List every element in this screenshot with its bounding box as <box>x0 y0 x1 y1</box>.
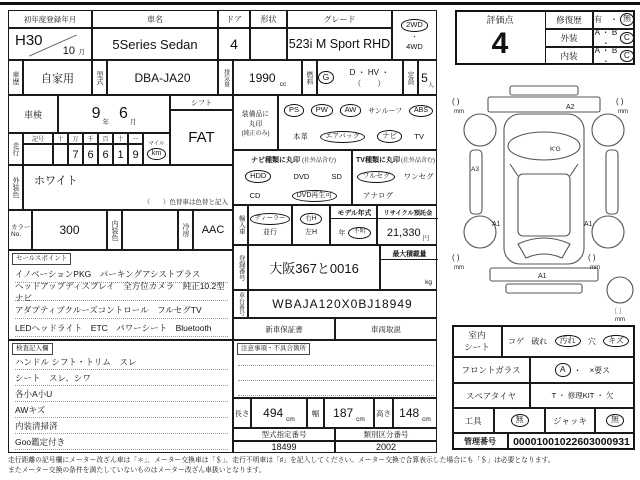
mileage-unit-cell <box>143 133 170 165</box>
height-unit: cm <box>422 416 431 423</box>
equipment-label-2: 丸印 <box>248 121 263 128</box>
damage-mark-a1-right: A1 <box>584 221 593 228</box>
import-left-handle: 左H <box>304 229 318 236</box>
shift-value: FAT <box>170 110 233 165</box>
shift-label: シフト <box>170 95 233 110</box>
rocker-panel-left <box>470 150 482 214</box>
chassis-value: WBAJA120X0BJ18949 <box>248 290 437 318</box>
car-name-header: 車名 <box>92 10 218 28</box>
drive-2wd-circled: 2WD <box>401 19 428 31</box>
tv-type-row-2 <box>363 186 438 205</box>
wheel-rear-left <box>464 114 496 146</box>
tv-fullseg-circled: フルセグ <box>357 171 395 183</box>
fuel-cell <box>317 60 403 95</box>
recycle-label: リサイクル預託金 <box>378 206 438 219</box>
type-number-label: 型式指定番号 <box>233 428 335 441</box>
caution-label: 注意事項・不具合箇所 <box>237 343 310 355</box>
max-load-label: 最大積載量 <box>381 246 438 260</box>
first-reg-month: 10 <box>62 45 75 57</box>
front-bumper-lower <box>506 284 582 293</box>
displacement-label: 排気量 <box>218 60 233 95</box>
recycle-cell <box>377 205 437 245</box>
equipment-items-cell <box>278 95 437 150</box>
navi-type-note: (社外品含む) <box>302 158 336 164</box>
navi-type-row-1 <box>234 167 353 186</box>
width-value: 187 <box>333 406 354 420</box>
tv-type-cell <box>352 150 437 205</box>
mgmt-number-label: 管理番号 <box>452 433 508 450</box>
width-label: 幅 <box>307 398 324 428</box>
exterior-color-value: ホワイト <box>34 175 78 187</box>
model-year-unit: 年 <box>338 229 346 237</box>
tv-type-row-1 <box>353 167 438 186</box>
equipment-aw-circled: AW <box>340 104 362 116</box>
seat-label-cell <box>452 325 502 357</box>
exterior-grade-label: 外装 <box>545 29 593 47</box>
displacement-cell <box>233 60 302 95</box>
damage-diagram <box>448 84 640 322</box>
navi-type-row-2 <box>234 186 353 205</box>
navi-sd: SD <box>331 172 342 181</box>
mileage-digit-symbol <box>23 144 53 165</box>
interior-grade-c-circled: C <box>620 50 634 63</box>
glass-damage-mark: K'G <box>550 146 561 153</box>
wheel-rear-right <box>592 114 624 146</box>
mileage-digit-6: 9 <box>128 144 143 165</box>
first-reg-cell <box>8 28 92 60</box>
mileage-col-symbol: 記号 <box>23 133 53 144</box>
import-dealer-cell <box>248 205 292 245</box>
tread-unit-fl: mm <box>454 265 464 271</box>
repair-no-circled: 無 <box>620 13 634 26</box>
fine-print-line-2: またメーター交換の条件を満たしていないものはメーター改ざん車扱いとなります。 <box>8 467 266 474</box>
check-note-line: 内装清掃済 <box>15 418 228 434</box>
inspection-month: 6 <box>119 105 128 122</box>
windshield <box>518 238 570 258</box>
registration-value: 大阪367と0016 <box>248 245 380 290</box>
interior-color-label: 内装色 <box>107 210 122 250</box>
damage-mark-a1-left: A1 <box>492 221 501 228</box>
interior-grade-value <box>593 47 635 65</box>
height-cell <box>393 398 437 428</box>
sales-point-line: イノベーションPKG パーキングアシストプラス <box>15 265 228 283</box>
model-year-label: モデル年式 <box>331 206 378 219</box>
tv-analog: アナログ <box>363 191 393 200</box>
mileage-mile-label: マイル <box>148 140 165 147</box>
car-body-outline <box>504 114 584 264</box>
seat-value-cell <box>502 325 635 357</box>
model-year-cell <box>330 205 377 245</box>
equipment-label-note: (純正のみ) <box>241 131 270 137</box>
inspection-month-unit: 月 <box>129 119 137 126</box>
ac-label: 冷房 <box>178 210 193 250</box>
recycle-value-wrap <box>378 219 438 246</box>
tread-unit-rl: mm <box>454 109 464 115</box>
seat-label-1: 室内 <box>468 330 486 340</box>
front-glass-a-circled: A <box>555 363 571 376</box>
tread-mark-rr: ( ) <box>616 97 624 106</box>
damage-mark-a1-front: A1 <box>538 273 547 280</box>
recycle-value: 21,330 <box>386 226 421 239</box>
inspection-label: 車検 <box>8 95 58 133</box>
fuel-gasoline-circled: G <box>318 71 334 84</box>
first-reg-header: 初年度登録年月 <box>8 10 92 28</box>
navi-type-label: ナビ種類に丸印 <box>251 156 300 164</box>
check-note-line: AWキズ <box>15 402 228 418</box>
tools-value <box>494 408 545 433</box>
mileage-col-man: 万 <box>68 133 83 144</box>
length-value: 494 <box>263 406 284 420</box>
mileage-digit-3: 6 <box>83 144 98 165</box>
model-year-unknown-circled: 不明 <box>348 227 370 239</box>
navi-dvd-play-circled: DVD再生可 <box>292 190 338 202</box>
tread-mark-rl: ( ) <box>452 97 460 106</box>
exterior-color-cell <box>23 165 233 210</box>
mileage-col-ju: 十 <box>113 133 128 144</box>
model-year-value <box>331 219 378 246</box>
mileage-digit-5: 1 <box>113 144 128 165</box>
capacity-value: 5 <box>421 70 428 85</box>
fine-print-line-1: 走行距離の記号欄にメーター改ざん車は「＊」、メーター交換車は「＄」、走行不明車は「♯」を記入してください。メーター交換で合算表示した場合にも「＄」は必要となります。 <box>8 457 555 464</box>
sales-points-label: セールスポイント <box>12 253 71 265</box>
sales-point-line: アダプティブクルーズコントロール フルセグTV <box>15 301 228 319</box>
caution-line <box>238 380 434 381</box>
history-label: 車歴 <box>8 60 23 95</box>
caution-line <box>238 365 434 366</box>
front-glass-options: ・ ×要ス <box>573 365 611 375</box>
caution-line <box>238 395 434 396</box>
capacity-cell <box>418 60 437 95</box>
color-no-label <box>8 210 32 250</box>
equipment-ps-circled: PS <box>284 104 304 116</box>
repair-yes-option: 有 ・ <box>594 15 618 24</box>
inspection-year-unit: 年 <box>102 119 109 126</box>
tools-label: 工具 <box>452 408 494 433</box>
grade-header: グレード <box>287 10 392 28</box>
check-note-line: 各小A小U <box>15 386 228 402</box>
seat-yogore-circled: 汚れ <box>555 335 581 348</box>
seat-koge: コゲ <box>508 336 524 346</box>
drive-separator: ・ <box>411 33 418 41</box>
displacement-unit: cc <box>279 81 287 88</box>
sales-point-line: ヘッドアップディスプレイ 全方位カメラ 純正10.2型ナビ <box>15 283 228 301</box>
mileage-col-10man: 十 <box>53 133 68 144</box>
capacity-label: 定員 <box>403 60 418 95</box>
import-label: 輸入車 <box>233 205 248 245</box>
spare-tread-unit: mm <box>615 317 625 322</box>
check-note-line: Goo鑑定付き <box>15 434 228 450</box>
tv-type-label: TV種類に丸印 <box>356 156 400 164</box>
max-load-cell <box>380 245 437 290</box>
model-code-value: DBA-JA20 <box>107 60 218 95</box>
color-no-value: 300 <box>32 210 107 250</box>
spare-tread-bracket: 〔 〕 <box>610 308 626 315</box>
seat-yabure: 破れ <box>531 336 548 346</box>
grade-value: 523i M Sport RHD <box>287 28 392 60</box>
rear-glass <box>508 132 580 160</box>
jack-label: ジャッキ <box>545 408 595 433</box>
mileage-digit-1 <box>53 144 68 165</box>
tread-unit-rr: mm <box>618 109 628 115</box>
car-top-view-svg <box>448 84 640 322</box>
equipment-tv: TV <box>414 132 424 141</box>
tv-type-header <box>353 153 438 166</box>
type-number-value: 18499 <box>233 441 335 453</box>
registration-label: 登録番号 <box>233 245 248 290</box>
damage-mark-a3: A3 <box>471 166 479 173</box>
score-label: 評価点 <box>486 14 514 25</box>
caution-box <box>233 340 437 398</box>
mileage-digit-4: 6 <box>98 144 113 165</box>
equipment-label-1: 装備品に <box>241 111 270 118</box>
mileage-col-sen: 千 <box>83 133 98 144</box>
fuel-other-options: D ・ HV ・ （ ） <box>349 67 390 88</box>
tread-unit-fr: mm <box>590 265 600 271</box>
top-rule <box>0 2 640 5</box>
drive-type-cell <box>392 10 437 60</box>
warranty-cell: 新車保証書 <box>233 318 335 340</box>
exterior-color-label: 外装色 <box>8 165 23 210</box>
jack-none-circled: 無 <box>606 414 624 427</box>
check-note-line: ハンドル シフト・トリム スレ <box>15 354 228 370</box>
class-number-value: 2002 <box>335 441 437 453</box>
width-cell <box>324 398 374 428</box>
mileage-digit-2: 7 <box>68 144 83 165</box>
check-notes-box <box>8 340 233 453</box>
import-parallel: 並行 <box>263 229 277 236</box>
length-unit: cm <box>286 416 295 423</box>
door-header: ドア <box>218 10 250 28</box>
inspection-year: 9 <box>91 105 101 122</box>
first-reg-month-unit: 月 <box>78 49 85 56</box>
tread-mark-fl: ( ) <box>452 253 460 262</box>
tread-mark-fr: ( ) <box>588 253 596 262</box>
max-load-unit: kg <box>425 279 432 286</box>
first-reg-year: H30 <box>15 32 43 49</box>
class-number-label: 類別区分番号 <box>335 428 437 441</box>
wheel-front-right <box>592 216 624 248</box>
front-glass-value <box>530 357 635 383</box>
equipment-airbag-circled: エアバック <box>320 131 364 143</box>
front-glass-label: フロントガラス <box>452 357 530 383</box>
seat-ana: 穴 <box>587 336 596 346</box>
interior-grade-label: 内装 <box>545 47 593 65</box>
navi-type-cell <box>233 150 352 205</box>
equipment-sunroof: サンルーフ <box>368 107 403 115</box>
sales-point-line: LEDヘッドライト ETC パワーシート Bluetooth <box>15 319 228 337</box>
navi-dvd: DVD <box>293 172 310 181</box>
equipment-row-2 <box>279 124 438 149</box>
rear-bumper-upper <box>510 86 578 95</box>
sales-points-box <box>8 250 233 340</box>
height-value: 148 <box>399 406 420 420</box>
import-dealer-circled: ディーラー <box>250 213 290 225</box>
exterior-grade-options: A ・ B ・ <box>594 28 618 48</box>
door-value: 4 <box>218 28 250 60</box>
spare-tire-value: T ・ 修理KIT ・ 欠 <box>530 383 635 408</box>
equipment-navi-circled: ナビ <box>377 130 402 142</box>
mileage-label: 走行 <box>8 133 23 165</box>
mileage-km-circled: km <box>147 148 166 160</box>
car-name-value: 5Series Sedan <box>92 28 218 60</box>
interior-color-value <box>122 210 178 250</box>
repair-history-label: 修復歴 <box>545 10 593 29</box>
drive-4wd: 4WD <box>406 41 423 51</box>
navi-cd: CD <box>249 191 261 200</box>
rocker-panel-right <box>606 150 618 214</box>
history-value: 自家用 <box>23 60 92 95</box>
equipment-pw-circled: PW <box>311 104 333 116</box>
tv-type-note: (社外品含む) <box>400 158 435 164</box>
seat-label-2: シート <box>464 342 490 352</box>
exterior-grade-c-circled: C <box>620 32 634 45</box>
equipment-leather: 本革 <box>293 132 308 141</box>
navi-type-header <box>234 153 353 166</box>
navi-hdd-circled: HDD <box>245 170 271 182</box>
equipment-row-1 <box>279 98 438 123</box>
color-no-label-2: No. <box>11 231 22 238</box>
spare-tire <box>607 277 633 303</box>
exterior-color-note: （ ）色替車は色替と記入 <box>143 199 228 206</box>
jack-value <box>595 408 635 433</box>
mgmt-number-value: 00001001022603000931 <box>508 433 635 450</box>
score-value: 4 <box>491 26 509 60</box>
displacement-value: 1990 <box>248 70 276 85</box>
check-note-line: シート スレ、シワ <box>15 370 228 386</box>
mileage-col-hyaku: 百 <box>98 133 113 144</box>
tv-oneseg: ワンセグ <box>403 172 434 181</box>
recycle-yen: 円 <box>422 235 430 242</box>
import-handle-cell <box>292 205 330 245</box>
length-label: 長さ <box>233 398 251 428</box>
shape-value <box>250 28 287 60</box>
interior-grade-options: A ・ B ・ <box>594 46 618 66</box>
manual-cell: 車両取説 <box>335 318 437 340</box>
import-right-handle-circled: 右H <box>300 213 321 225</box>
shape-header: 形状 <box>250 10 287 28</box>
color-no-label-1: カラー <box>11 224 31 231</box>
model-code-label: 型式 <box>92 60 107 95</box>
equipment-label-cell <box>233 95 278 150</box>
height-label: 高さ <box>374 398 393 428</box>
mileage-col-ichi: 一 <box>128 133 143 144</box>
spare-tire-label: スペアタイヤ <box>452 383 530 408</box>
length-cell <box>251 398 307 428</box>
damage-mark-a2: A2 <box>566 104 575 111</box>
equipment-abs-circled: ABS <box>409 105 433 117</box>
check-notes-label: 検査記入欄 <box>12 343 53 355</box>
capacity-unit: 人 <box>427 83 434 89</box>
fuel-label: 燃料 <box>302 60 317 95</box>
chassis-label: 車台番号 <box>233 290 248 318</box>
rear-bumper-lower <box>488 97 600 112</box>
inspection-value-cell <box>58 95 170 133</box>
tools-none-circled: 無 <box>511 414 529 427</box>
roof-panel <box>518 174 570 236</box>
ac-value: AAC <box>193 210 233 250</box>
width-unit: cm <box>356 416 365 423</box>
seat-kizu-circled: キズ <box>603 335 629 348</box>
